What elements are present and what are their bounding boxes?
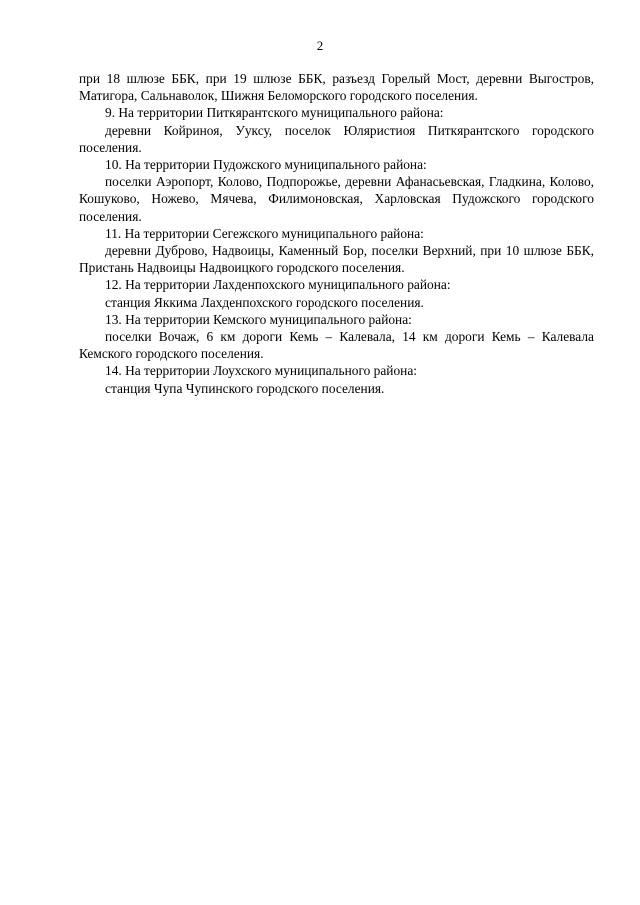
section-body-12: станция Яккима Лахденпохского городского поселения.	[105, 294, 424, 310]
section-heading-9: 9. На территории Питкярантского муниципального района:	[105, 105, 444, 121]
section-heading-13: 13. На территории Кемского муниципального района:	[105, 311, 412, 327]
page-number: 2	[316, 38, 324, 53]
section-heading-12: 12. На территории Лахденпохского муниципального района:	[105, 277, 451, 293]
section-body-13: поселки Вочаж, 6 км дороги Кемь – Калевала, 14 км дороги Кемь – Калевала Кемского городского поселения.	[79, 329, 594, 362]
section-body-11: деревни Дуброво, Надвоицы, Каменный Бор, поселки Верхний, при 10 шлюзе ББК, Пристань Надвоицы Надвоицкого городского поселения.	[79, 243, 594, 276]
section-body-9: деревни Койриноя, Ууксу, поселок Юляристиоя Питкярантского городского поселения.	[79, 122, 594, 155]
document-body	[79, 70, 594, 397]
section-heading-11: 11. На территории Сегежского муниципального района:	[105, 225, 424, 241]
paragraph-continuation: при 18 шлюзе ББК, при 19 шлюзе ББК, разъезд Горелый Мост, деревни Выгостров, Матигора, Сальнаволок, Шижня Беломорского городского поселения.	[79, 71, 594, 104]
section-body-10: поселки Аэропорт, Колово, Подпорожье, деревни Афанасьевская, Гладкина, Колово, Кошуково, Ножево, Мячева, Филимоновская, Харловская Пудожского городского поселения.	[79, 174, 594, 224]
section-heading-14: 14. На территории Лоухского муниципального района:	[105, 363, 417, 379]
section-heading-10: 10. На территории Пудожского муниципального района:	[105, 157, 427, 173]
section-body-14: станция Чупа Чупинского городского поселения.	[105, 380, 385, 396]
